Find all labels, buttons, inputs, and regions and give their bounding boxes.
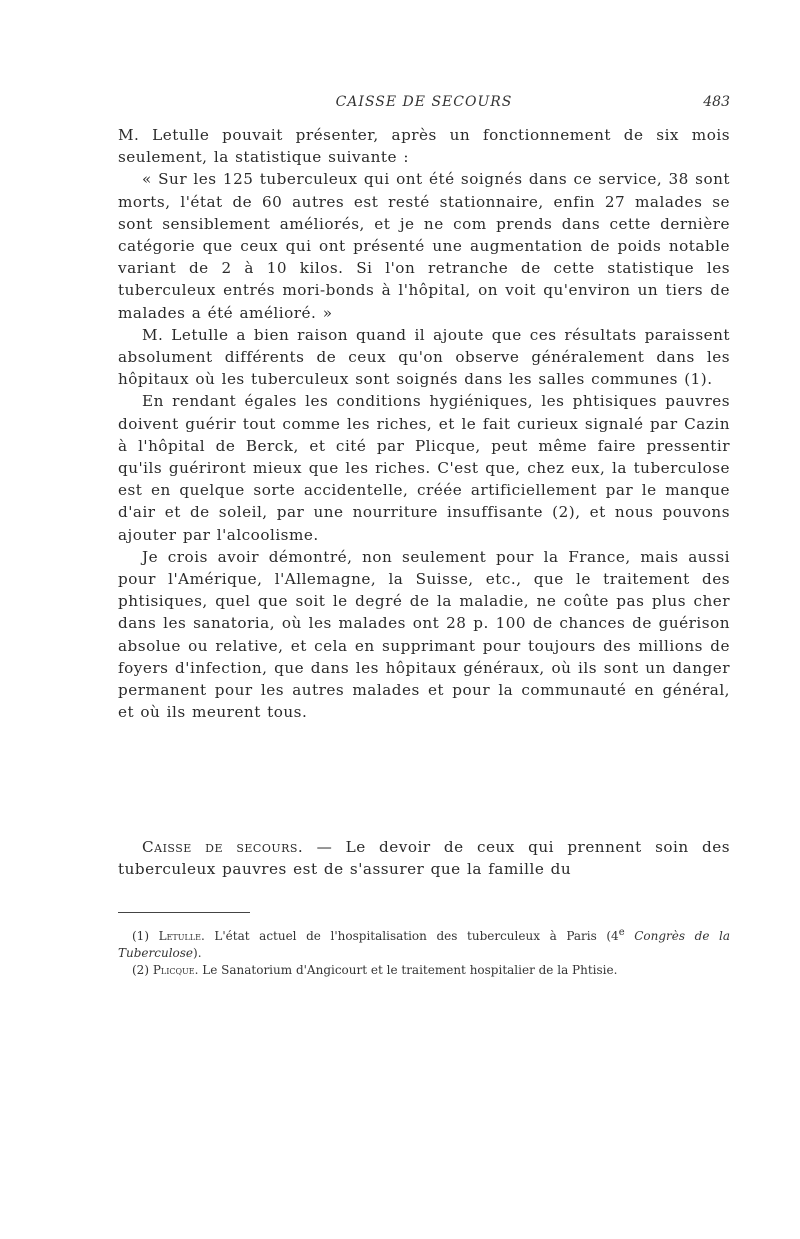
paragraph-5: Je crois avoir démontré, non seulement pour la France, mais aussi pour l'Amérique, l'Allemagne, la Suisse, etc., que le traitement des phtisiques, quel que soit le degré de la maladie, ne coûte pas plus cher dans les sanatoria, où les malades ont 28 p. 100 de chances de guérison absolue ou relative, et cela en supprimant pour toujours des millions de foyers d'infection, que dans les hôpitaux généraux, où ils sont un danger permanent pour les autres malades et pour la communauté en général, et où ils meurent tous.: [118, 547, 730, 722]
body-text: [118, 124, 730, 723]
footnote-1-text: L'état actuel de l'hospitalisation des tuberculeux à Paris (4: [204, 929, 619, 943]
paragraph-2: « Sur les 125 tuberculeux qui ont été soignés dans ce service, 38 sont morts, l'état de 60 autres est resté stationnaire, enfin 27 malades se sont sensiblement améliorés, et je ne com prends dans cette dernière catégorie que ceux qui ont présenté une augmentation de poids notable variant de 2 à 10 kilos. Si l'on retranche de cette statistique les tuberculeux entrés mori-bonds à l'hôpital, on voit qu'environ un tiers de malades a été amélioré. »: [118, 170, 730, 322]
paragraph-3: M. Letulle a bien raison quand il ajoute que ces résultats paraissent absolument différents de ceux qu'on observe généralement dans les hôpitaux où les tuberculeux sont soignés dans les salles communes (1).: [118, 325, 730, 389]
footnote-2-author: Plicque.: [152, 963, 199, 977]
section-paragraph: [118, 836, 730, 880]
footnote-1-author: Letulle.: [158, 929, 205, 943]
running-head: [118, 94, 730, 118]
footnote-1-end: ).: [193, 946, 202, 960]
footnote-1: [118, 924, 730, 962]
footnote-1-italic: Congrès de la Tuberculose: [118, 929, 731, 960]
section-caisse-de-secours: [118, 836, 730, 880]
section-text: — Le devoir de ceux qui prennent soin des tuberculeux pauvres est de s'assurer que la famille du: [118, 838, 730, 879]
footnote-2-text: Le Sanatorium d'Angicourt et le traitement hospitalier de la Phtisie.: [198, 963, 618, 977]
paragraph-1: M. Letulle pouvait présenter, après un fonctionnement de six mois seulement, la statistique suivante :: [118, 126, 730, 167]
running-title: CAISSE DE SECOURS: [335, 94, 513, 110]
footnote-rule: [118, 912, 250, 913]
paragraph-4: En rendant égales les conditions hygiéniques, les phtisiques pauvres doivent guérir tout comme les riches, et le fait curieux signalé par Cazin à l'hôpital de Berck, et cité par Plicque, peut même faire pressentir qu'ils guériront mieux que les riches. C'est que, chez eux, la tuberculose est en quelque sorte accidentelle, créée artificiellement par le manque d'air et de soleil, par une nourriture insuffisante (2), et nous pouvons ajouter par l'alcoolisme.: [118, 392, 730, 544]
footnote-2-marker: (2): [132, 963, 153, 977]
footnotes: [118, 924, 730, 979]
page-number: 483: [703, 94, 730, 110]
footnote-1-sup: e: [618, 927, 625, 938]
footnote-2: [118, 962, 730, 979]
footnote-1-marker: (1): [132, 929, 159, 943]
section-title: Caisse de secours.: [142, 838, 304, 856]
